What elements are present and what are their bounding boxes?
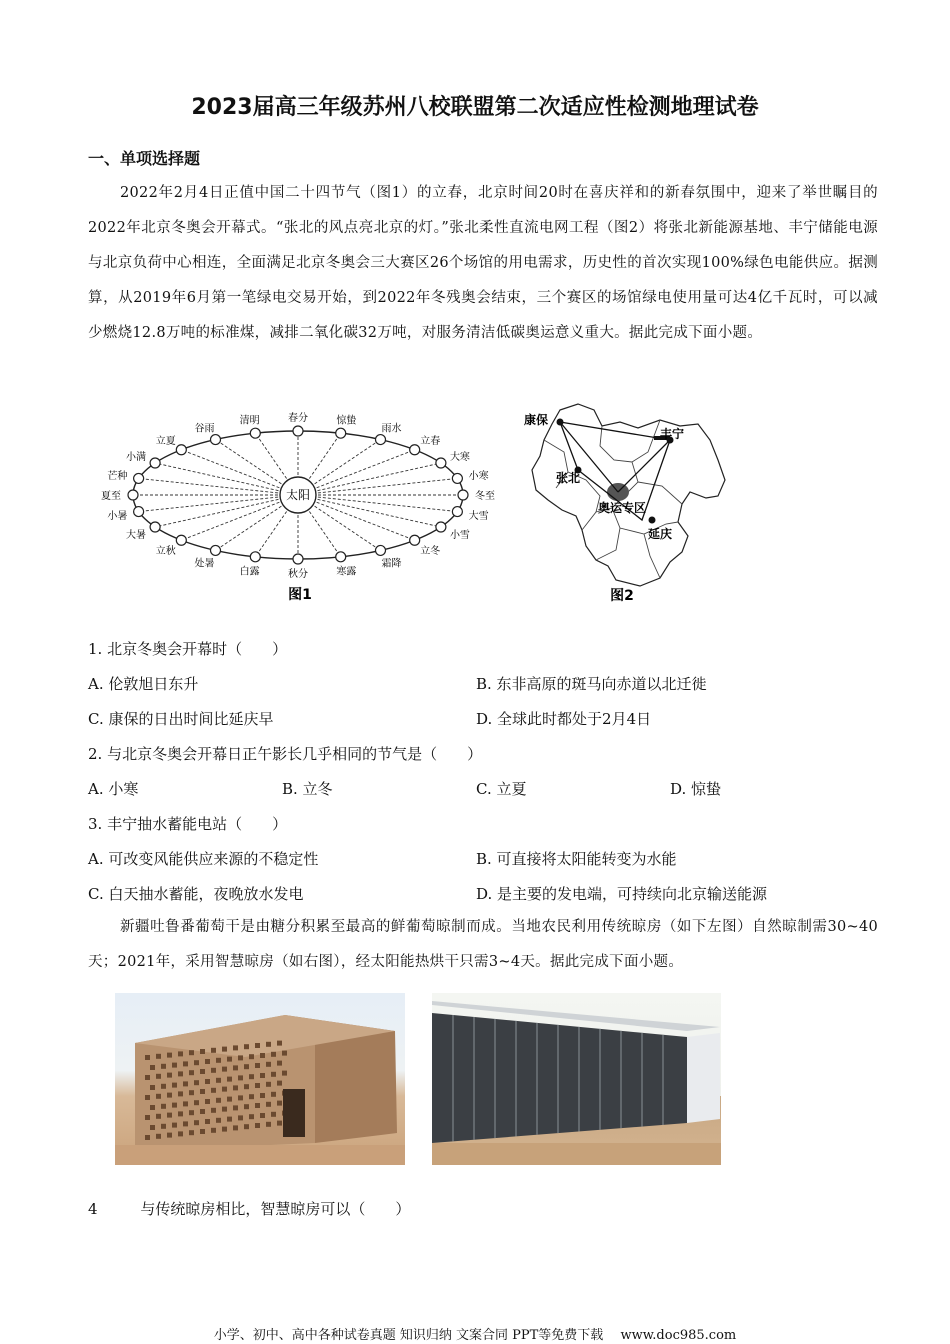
- q1-option-a[interactable]: A. 伦敦旭日东升: [88, 675, 199, 693]
- label-yanqing: 延庆: [648, 527, 673, 541]
- solar-term-spoke: [298, 495, 441, 527]
- q3-option-a[interactable]: A. 可改变风能供应来源的不稳定性: [88, 850, 319, 868]
- solar-term-node: [376, 545, 386, 555]
- q4-stem: 与传统晾房相比，智慧晾房可以（ ）: [140, 1200, 411, 1218]
- intro-paragraph-2: 新疆吐鲁番葡萄干是由糖分积累至最高的鲜葡萄晾制而成。当地农民利用传统晾房（如下左图）自然晾制需30~40天；2021年，采用智慧晾房（如右图），经太阳能热烘干只需3~4天。据此完成下面小题。: [88, 919, 878, 970]
- q3-option-d[interactable]: D. 是主要的发电端，可持续向北京输送能源: [476, 885, 768, 903]
- solar-term-node: [134, 473, 144, 483]
- solar-term-node: [250, 552, 260, 562]
- solar-term-node: [410, 445, 420, 455]
- label-zhangbei: 张北: [556, 471, 581, 485]
- solar-term-node: [436, 522, 446, 532]
- q2-option-b[interactable]: B. 立冬: [282, 780, 333, 798]
- solar-term-label: 霜降: [381, 558, 402, 570]
- solar-term-spoke: [155, 495, 298, 527]
- solar-term-node: [452, 507, 462, 517]
- q3-stem: 3. 丰宁抽水蓄能电站（ ）: [88, 815, 288, 833]
- q2-option-c[interactable]: C. 立夏: [476, 780, 527, 798]
- q2-option-d[interactable]: D. 惊蛰: [670, 780, 722, 798]
- figure-2-map: [520, 400, 730, 605]
- solar-term-label: 芒种: [107, 470, 128, 482]
- label-fengning: 丰宁: [660, 427, 685, 441]
- solar-term-node: [293, 554, 303, 564]
- solar-term-label: 小寒: [468, 470, 489, 482]
- solar-term-node: [150, 458, 160, 468]
- solar-term-node: [211, 435, 221, 445]
- solar-term-label: 惊蛰: [336, 415, 357, 427]
- solar-term-label: 大雪: [468, 511, 489, 523]
- solar-term-label: 立秋: [155, 546, 176, 558]
- solar-term-spoke: [139, 495, 298, 512]
- figure-1-caption: 图1: [288, 587, 312, 603]
- region-outline: [532, 404, 725, 586]
- q3-option-b[interactable]: B. 可直接将太阳能转变为水能: [476, 850, 677, 868]
- solar-term-node: [452, 473, 462, 483]
- solar-term-label: 谷雨: [194, 423, 215, 435]
- solar-term-node: [134, 507, 144, 517]
- intro-paragraph-1: 2022年2月4日正值中国二十四节气（图1）的立春，北京时间20时在喜庆祥和的新春氛围中，迎来了举世瞩目的2022年北京冬奥会开幕式。“张北的风点亮北京的灯。”张北柔性直流电网工程（图2）将张北新能源基地、丰宁储能电源与北京负荷中心相连，全面满足北京冬奥会三大赛区26个场馆的用电需求，历史性的首次实现100%绿色电能供应。据测算，从2019年6月第一笔绿电交易开始，到2022年冬残奥会结束，三个赛区的场馆绿电使用量可达4亿千瓦时，可以减少燃烧12.8万吨的标准煤，减排二氧化碳32万吨，对服务清洁低碳奥运意义重大。据此完成下面小题。: [88, 185, 878, 341]
- solar-term-node: [336, 428, 346, 438]
- solar-term-node: [458, 490, 468, 500]
- solar-term-label: 白露: [239, 566, 260, 578]
- traditional-drying-house-photo: [115, 993, 405, 1165]
- solar-term-node: [250, 428, 260, 438]
- solar-term-label: 春分: [288, 413, 308, 424]
- solar-term-node: [176, 535, 186, 545]
- solar-term-label: 雨水: [381, 423, 402, 435]
- section-heading: 一、单项选择题: [88, 149, 201, 168]
- q1-stem: 1. 北京冬奥会开幕时（ ）: [88, 640, 288, 658]
- solar-term-node: [293, 426, 303, 436]
- solar-term-node: [410, 535, 420, 545]
- solar-term-node: [128, 490, 138, 500]
- solar-term-label: 小雪: [449, 530, 470, 541]
- solar-term-label: 处暑: [194, 558, 215, 570]
- q4-row: [88, 1198, 410, 1219]
- solar-term-label: 夏至: [101, 491, 121, 502]
- smart-drying-house-photo: [432, 993, 721, 1165]
- solar-term-label: 立冬: [420, 546, 441, 558]
- figure-1-solar-terms: [100, 405, 500, 605]
- solar-term-label: 冬至: [475, 491, 495, 502]
- solar-term-label: 小满: [126, 452, 147, 463]
- solar-term-label: 大暑: [126, 530, 147, 541]
- solar-term-node: [150, 522, 160, 532]
- solar-term-label: 清明: [239, 415, 260, 427]
- q1-option-b[interactable]: B. 东非高原的斑马向赤道以北迁徙: [476, 675, 707, 693]
- solar-term-label: 大寒: [449, 452, 470, 463]
- kangbao-node: [557, 419, 564, 426]
- page-footer: 小学、初中、高中各种试卷真题 知识归纳 文案合同 PPT等免费下载 www.doc985.com: [213, 1328, 737, 1343]
- exam-title: 2023届高三年级苏州八校联盟第二次适应性检测地理试卷: [191, 95, 759, 120]
- solar-term-label: 小暑: [107, 511, 128, 523]
- solar-term-label: 寒露: [336, 566, 357, 578]
- label-kangbao: 康保: [524, 413, 549, 427]
- yanqing-node: [649, 517, 656, 524]
- q1-option-d[interactable]: D. 全球此时都处于2月4日: [476, 710, 652, 728]
- solar-term-node: [211, 545, 221, 555]
- q1-option-c[interactable]: C. 康保的日出时间比延庆早: [88, 710, 274, 728]
- q2-stem: 2. 与北京冬奥会开幕日正午影长几乎相同的节气是（ ）: [88, 745, 483, 763]
- label-aoyun: 奥运专区: [598, 501, 647, 515]
- solar-term-spoke: [298, 478, 457, 495]
- solar-term-label: 秋分: [288, 569, 308, 580]
- q2-option-a[interactable]: A. 小寒: [88, 780, 139, 798]
- q3-option-c[interactable]: C. 白天抽水蓄能，夜晚放水发电: [88, 885, 304, 903]
- solar-term-spoke: [298, 495, 457, 512]
- solar-term-spoke: [139, 478, 298, 495]
- solar-term-node: [176, 445, 186, 455]
- q4-number: 4: [88, 1200, 98, 1218]
- figure-2-caption: 图2: [610, 588, 634, 604]
- solar-term-node: [436, 458, 446, 468]
- solar-term-label: 立夏: [155, 435, 176, 447]
- solar-term-label: 立春: [420, 435, 441, 447]
- sun-label: 太阳: [285, 488, 311, 502]
- solar-term-spoke: [155, 463, 298, 495]
- solar-term-node: [336, 552, 346, 562]
- solar-term-spoke: [298, 463, 441, 495]
- solar-term-node: [376, 435, 386, 445]
